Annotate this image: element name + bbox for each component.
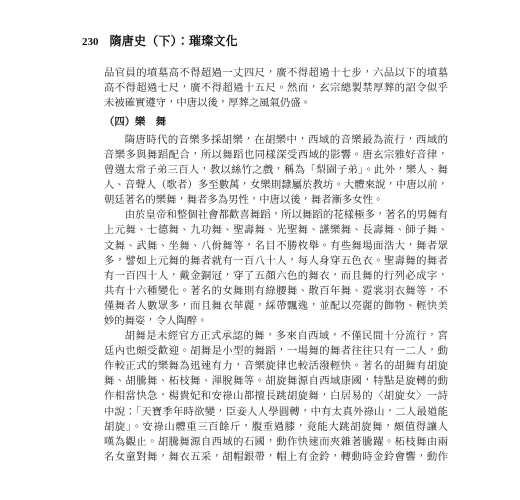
page-number: 230 (82, 36, 99, 48)
paragraph (104, 208, 448, 329)
text-line: 共有十六種變化。著名的女舞則有綠腰舞、散百年舞、霓裳羽衣舞等，不 (104, 284, 448, 297)
text-line: 未被確實遵守，中唐以後，厚葬之風氣仍盛。 (104, 96, 311, 109)
text-line: 胡旋」。安祿山體重三百餘斤，腹垂過膝，竟能大跳胡旋舞，頗值得讓人 (104, 420, 448, 433)
running-header (82, 32, 238, 48)
text-line: 作相當快急，楊貴妃和安祿山都擅長跳胡旋舞，白居易的〈胡旋女〉一詩 (104, 390, 448, 403)
paragraph (104, 329, 448, 465)
book-title: 隋唐史（下）：璀璨文化 (109, 34, 238, 48)
continued-paragraph (104, 66, 448, 111)
text-line: 曾選太常子弟三百人，教以絲竹之戲，稱為「梨園子弟」。此外，樂人、舞 (104, 164, 448, 177)
text-line: 多，譬如上元舞的舞者就有一百八十人，每人身穿五色衣。聖壽舞的舞者 (104, 254, 448, 267)
text-line: 音樂多與舞蹈配合，所以舞蹈也同樣深受西域的影響。唐玄宗雅好音律， (104, 148, 448, 161)
text-line: 妙的舞姿，令人陶醉。 (104, 315, 208, 327)
text-line: 舞、胡騰舞、柘枝舞、渾脫舞等。胡旋舞源自西域康國，特點是旋轉的動 (104, 375, 448, 388)
text-line: 廷內也頗受歡迎。胡舞是小型的舞蹈，一場舞的舞者往往只有一二人，動 (104, 345, 448, 358)
text-line: 僅舞者人數眾多，而且舞衣華麗，綵帶飄逸，並配以亮麗的飾物、輕快美 (104, 299, 448, 312)
text-line: 有一百四十人，戴金銅冠，穿了五顏六色的舞衣，而且舞的行列必成字， (104, 269, 448, 282)
text-line: 高不得超過七尺，廣不得超過十五尺。然而，玄宗總製禁厚葬的詔令似乎 (104, 81, 448, 94)
section-heading: （四）樂 舞 (104, 115, 167, 128)
text-line: 胡舞是未經官方正式承認的舞，多來自西域，不僅民間十分流行，宮 (124, 330, 448, 343)
text-line: 朝廷著名的樂舞，舞者多為男性，中唐以後，舞者漸多女性。 (104, 194, 384, 207)
text-line: 人、音聲人（歌者）多至數萬，女樂則隸屬於教坊。大體來說，中唐以前， (104, 179, 448, 192)
text-line: 上元舞、七德舞、九功舞、聖壽舞、光聖舞、讌樂舞、長壽舞、師子舞、 (104, 224, 448, 237)
text-line: 中說：「天寶季年時欲變，臣妾人人學圓轉，中有太真外祿山，二人最道能 (104, 405, 448, 418)
paragraph (104, 133, 448, 208)
text-line: 隋唐時代的音樂多採胡樂，在胡樂中，西域的音樂最為流行，西域的 (124, 133, 448, 146)
text-line: 由於皇帝和整個社會都歡喜舞蹈，所以舞蹈的花樣極多，著名的男舞有 (124, 209, 448, 222)
text-line: 作較正式的樂舞為迅速有力，音樂旋律也較活潑輕快。著名的胡舞有胡旋 (104, 360, 448, 373)
text-line: 文舞、武舞、坐舞、八佾舞等，名目不勝枚舉。有些舞場面浩大，舞者眾 (104, 239, 448, 252)
text-line: 品官員的墳墓高不得超過一丈四尺，廣不得超過十七步，六品以下的墳墓 (104, 66, 448, 79)
body-text (104, 66, 448, 465)
text-line: 名女童對舞，舞衣五采，胡帽銀帶，帽上有金鈴，轉動時金鈴會響，動作 (104, 450, 448, 463)
text-line: 嘆為觀止。胡騰舞源自西域的石國，動作快速而夾雜著騰躍。柘枝舞由兩 (104, 435, 448, 448)
